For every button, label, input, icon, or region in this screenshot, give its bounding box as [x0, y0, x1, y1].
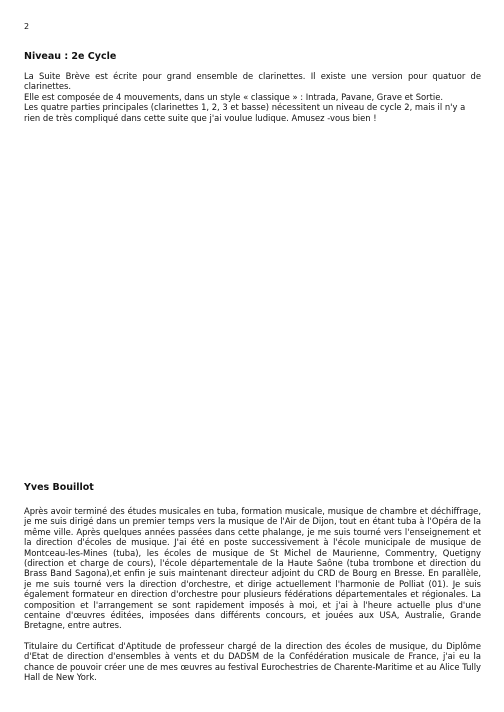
page-number: 2	[24, 22, 30, 31]
level-paragraph: Elle est composée de 4 mouvements, dans un style « classique » : Intrada, Pavane, Grave et Sortie.	[24, 91, 444, 102]
level-paragraph: Les quatre parties principales (clarinettes 1, 2, 3 et basse) nécessitent un niveau de cycle 2, mais il n'y a rien de très compliqué dans cette suite que j'ai voulue ludique. Amusez -vous bien !	[24, 102, 466, 123]
author-heading: Yves Bouillot	[24, 482, 94, 493]
level-heading: Niveau : 2e Cycle	[24, 51, 117, 62]
biography-paragraph: Titulaire du Certificat d'Aptitude de professeur chargé de la direction des écoles de musique, du Diplôme d'Etat de direction d'ensembles à vents et du DADSM de la Confédération musicale de France, j'ai eu la chance de pouvoir créer une de mes œuvres au festival Eurochestries de Charente-Maritime et au Alice Tully Hall de New York.	[24, 640, 481, 683]
level-description	[24, 71, 481, 123]
level-paragraph: La Suite Brève est écrite pour grand ensemble de clarinettes. Il existe une version pour quatuor de clarinettes.	[24, 71, 481, 92]
author-biography	[24, 506, 481, 683]
biography-paragraph: Après avoir terminé des études musicales en tuba, formation musicale, musique de chambre et déchiffrage, je me suis dirigé dans un premier temps vers la musique de l'Air de Dijon, tout en étant tuba à l'Opéra de la même ville. Après quelques années passées dans cette phalange, je me suis tourné vers l'enseignement et la direction d'écoles de musique. J'ai été en poste successivement à l'école municipale de musique de Montceau-les-Mines (tuba), les écoles de musique de St Michel de Maurienne, Commentry, Quetigny (direction et charge de cours), l'école départementale de la Haute Saône (tuba trombone et direction du Brass Band Sagona),et enfin je suis maintenant directeur adjoint du CRD de Bourg en Bresse. En parallèle, je me suis tourné vers la direction d'orchestre, et dirige actuellement l'harmonie de Polliat (01). Je suis également formateur en direction d'orchestre pour plusieurs fédérations départementales et régionales. La composition et l'arrangement se sont rapidement imposés à moi, et j'ai à l'heure actuelle plus d'une centaine d'œuvres éditées, imposées dans différents concours, et jouées aux USA, Australie, Grande Bretagne, entre autres.	[24, 506, 481, 631]
